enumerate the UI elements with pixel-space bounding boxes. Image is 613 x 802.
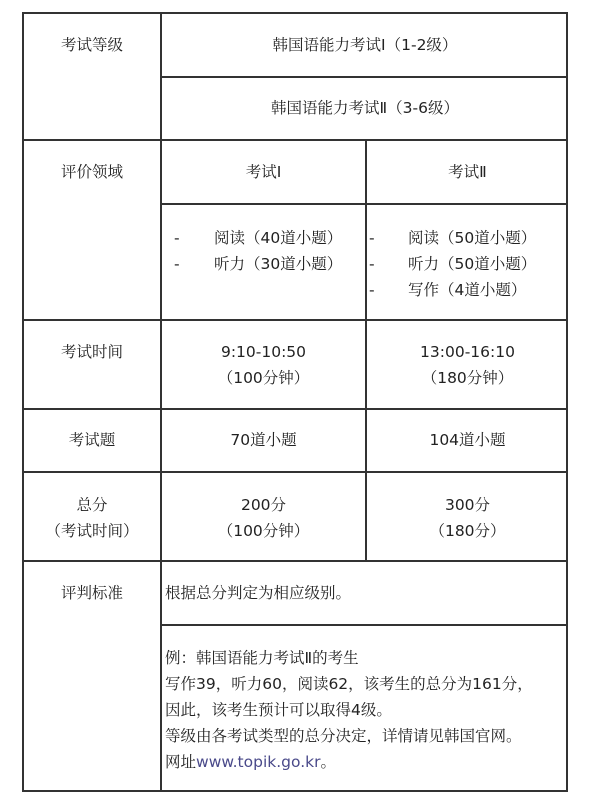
topik-info-table	[22, 12, 568, 792]
level-row2: 韩国语能力考试Ⅱ（3-6级）	[271, 99, 459, 117]
col-divider-label	[160, 14, 162, 790]
row-divider-criteria	[24, 560, 568, 562]
area-col1-item: 阅读（40道小题）	[214, 229, 343, 247]
bullet-marker: -	[369, 229, 375, 247]
area-col2-header: 考试Ⅱ	[448, 163, 487, 181]
criteria-example-line: 例：韩国语能力考试Ⅱ的考生	[165, 649, 359, 667]
row-divider-area-sub	[162, 203, 568, 205]
total-col2-line2: （180分）	[429, 522, 506, 540]
area-col1-header: 考试Ⅰ	[245, 163, 282, 181]
bullet-marker: -	[369, 281, 375, 299]
total-col1-line2: （100分钟）	[217, 522, 310, 540]
area-col1-item: 听力（30道小题）	[214, 255, 343, 273]
area-col2-item: 阅读（50道小题）	[408, 229, 537, 247]
row-divider-criteria-sub	[162, 624, 568, 626]
time-col2-line2: （180分钟）	[421, 369, 514, 387]
questions-col2: 104道小题	[429, 431, 506, 449]
area-col2-item: 听力（50道小题）	[408, 255, 537, 273]
area-col2-item: 写作（4道小题）	[408, 281, 527, 299]
total-col2-line1: 300分	[444, 496, 491, 514]
time-col1-line2: （100分钟）	[217, 369, 310, 387]
criteria-example-line: 写作39，听力60，阅读62，该考生的总分为161分，	[165, 675, 533, 693]
row-divider-time	[24, 319, 568, 321]
criteria-rule: 根据总分判定为相应级别。	[165, 584, 352, 602]
total-label-line2: （考试时间）	[45, 522, 139, 540]
bullet-marker: -	[369, 255, 375, 273]
bullet-marker: -	[174, 229, 180, 247]
time-col2-line1: 13:00-16:10	[420, 343, 515, 361]
total-label-line1: 总分	[76, 496, 108, 514]
time-col1-line1: 9:10-10:50	[220, 343, 307, 361]
total-col1-line1: 200分	[240, 496, 287, 514]
area-label: 评价领域	[60, 163, 123, 181]
time-label: 考试时间	[60, 343, 123, 361]
criteria-example-line: 等级由各考试类型的总分决定，详情请见韩国官网。	[165, 727, 522, 745]
questions-col1: 70道小题	[230, 431, 297, 449]
questions-label: 考试题	[68, 431, 116, 449]
row-divider-area	[24, 139, 568, 141]
row-divider-level-sub	[162, 76, 568, 78]
bullet-marker: -	[174, 255, 180, 273]
website-prefix: 网址	[165, 753, 197, 771]
level-row1: 韩国语能力考试Ⅰ（1-2级）	[272, 36, 458, 54]
criteria-website-line	[165, 749, 336, 775]
row-divider-questions	[24, 408, 568, 410]
criteria-label: 评判标准	[60, 584, 123, 602]
row-divider-total	[24, 471, 568, 473]
website-link[interactable]: www.topik.go.kr	[196, 753, 321, 771]
level-label: 考试等级	[60, 36, 123, 54]
criteria-example-line: 因此，该考生预计可以取得4级。	[165, 701, 392, 719]
website-suffix: 。	[320, 753, 337, 771]
